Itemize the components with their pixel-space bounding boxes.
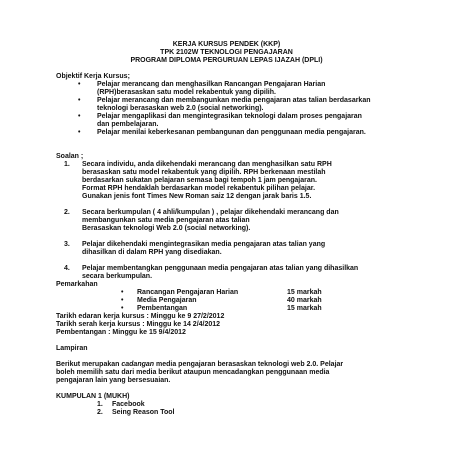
lampiran-paragraph-line-1 xyxy=(56,361,343,369)
lampiran-text: Berikut merupakan xyxy=(56,361,122,368)
kumpulan-item-1-number: 1. xyxy=(97,401,103,408)
soalan-2-number: 2. xyxy=(64,209,70,216)
tarikh-pembentangan: Pembentangan : Minggu ke 15 9/4/2012 xyxy=(56,329,186,336)
lampiran-italic-text: cadangan xyxy=(121,361,155,368)
soalan-4-line-2: secara berkumpulan. xyxy=(82,273,153,280)
header-line-1: KERJA KURSUS PENDEK (KKP) xyxy=(172,41,281,48)
soalan-2-line-1: Secara berkumpulan ( 4 ahli/kumpulan ) , pelajar dikehendaki merancang dan xyxy=(82,209,339,216)
lampiran-heading: Lampiran xyxy=(56,345,88,352)
mark-row-3-value: 15 markah xyxy=(287,305,322,312)
bullet-icon: • xyxy=(121,305,124,312)
bullet-icon: • xyxy=(121,289,124,296)
soalan-heading: Soalan ; xyxy=(56,153,84,160)
lampiran-text: media pengajaran berasaskan teknologi web 2.0. Pelajar xyxy=(154,361,344,368)
soalan-1-line-1: Secara individu, anda dikehendaki merancang dan menghasilkan satu RPH xyxy=(82,161,332,168)
bullet-icon: • xyxy=(78,97,81,104)
objektif-item-2-line-1: Pelajar merancang dan membangunkan media pengajaran atas talian berdasarkan xyxy=(97,97,371,104)
soalan-1-line-4: Format RPH hendaklah berdasarkan model rekabentuk pilihan pelajar. xyxy=(82,185,316,192)
objektif-item-3-line-1: Pelajar mengaplikasi dan mengintegrasikan teknologi dalam proses pengajaran xyxy=(97,113,362,120)
kumpulan-item-2-label: Seing Reason Tool xyxy=(112,409,175,416)
soalan-4-number: 4. xyxy=(64,265,70,272)
soalan-2-line-3: Berasaskan teknologi Web 2.0 (social networking). xyxy=(82,225,251,232)
header-line-3: PROGRAM DIPLOMA PERGURUAN LEPAS IJAZAH (DPLI) xyxy=(130,57,323,64)
tarikh-edaran: Tarikh edaran kerja kursus : Minggu ke 9 27/2/2012 xyxy=(56,313,225,320)
kumpulan-heading: KUMPULAN 1 (MUKH) xyxy=(56,393,130,400)
tarikh-serah: Tarikh serah kerja kursus : Minggu ke 14 2/4/2012 xyxy=(56,321,221,328)
soalan-3-number: 3. xyxy=(64,241,70,248)
kumpulan-item-1-label: Facebook xyxy=(112,401,145,408)
soalan-1-line-3: berdasarkan sukatan pelajaran semasa bagi tempoh 1 jam pengajaran. xyxy=(82,177,317,184)
bullet-icon: • xyxy=(121,297,124,304)
soalan-4-line-1: Pelajar membentangkan penggunaan media pengajaran atas talian yang dihasilkan xyxy=(82,265,359,272)
objektif-item-4-line-1: Pelajar menilai keberkesanan pembangunan dan penggunaan media pengajaran. xyxy=(97,129,366,136)
soalan-1-line-2: berasaskan satu model rekabentuk yang dipilih. RPH berkenaan mestilah xyxy=(82,169,326,176)
objektif-item-1-line-1: Pelajar merancang dan menghasilkan Rancangan Pengajaran Harian xyxy=(97,81,326,88)
bullet-icon: • xyxy=(78,113,81,120)
bullet-icon: • xyxy=(78,81,81,88)
soalan-1-number: 1. xyxy=(64,161,70,168)
mark-row-3-label: Pembentangan xyxy=(137,305,188,312)
header-line-2: TPK 2102W TEKNOLOGI PENGAJARAN xyxy=(160,49,293,56)
bullet-icon: • xyxy=(78,129,81,136)
mark-row-2-value: 40 markah xyxy=(287,297,322,304)
objektif-item-2-line-2: teknologi berasaskan web 2.0 (social networking). xyxy=(97,105,264,112)
lampiran-paragraph-line-3: pengajaran lain yang bersesuaian. xyxy=(56,377,171,384)
soalan-3-line-1: Pelajar dikehendaki mengintegrasikan media pengajaran atas talian yang xyxy=(82,241,326,248)
mark-row-1-value: 15 markah xyxy=(287,289,322,296)
objektif-item-1-line-2: (RPH)berasaskan satu model rekabentuk yang dipilih. xyxy=(97,89,276,96)
mark-row-1-label: Rancangan Pengajaran Harian xyxy=(137,289,239,296)
lampiran-paragraph-line-2: boleh memilih satu dari media berikut ataupun mencadangkan penggunaan media xyxy=(56,369,330,376)
soalan-1-line-5: Gunakan jenis font Times New Roman saiz 12 dengan jarak baris 1.5. xyxy=(82,193,312,200)
objektif-item-3-line-2: dan pembelajaran. xyxy=(97,121,159,128)
soalan-3-line-2: dihasilkan di dalam RPH yang disediakan. xyxy=(82,249,222,256)
objektif-heading: Objektif Kerja Kursus; xyxy=(56,73,130,80)
mark-row-2-label: Media Pengajaran xyxy=(137,297,197,304)
kumpulan-item-2-number: 2. xyxy=(97,409,103,416)
soalan-2-line-2: membangunkan satu media pengajaran atas talian xyxy=(82,217,250,224)
pemarkahan-heading: Pemarkahan xyxy=(56,281,98,288)
